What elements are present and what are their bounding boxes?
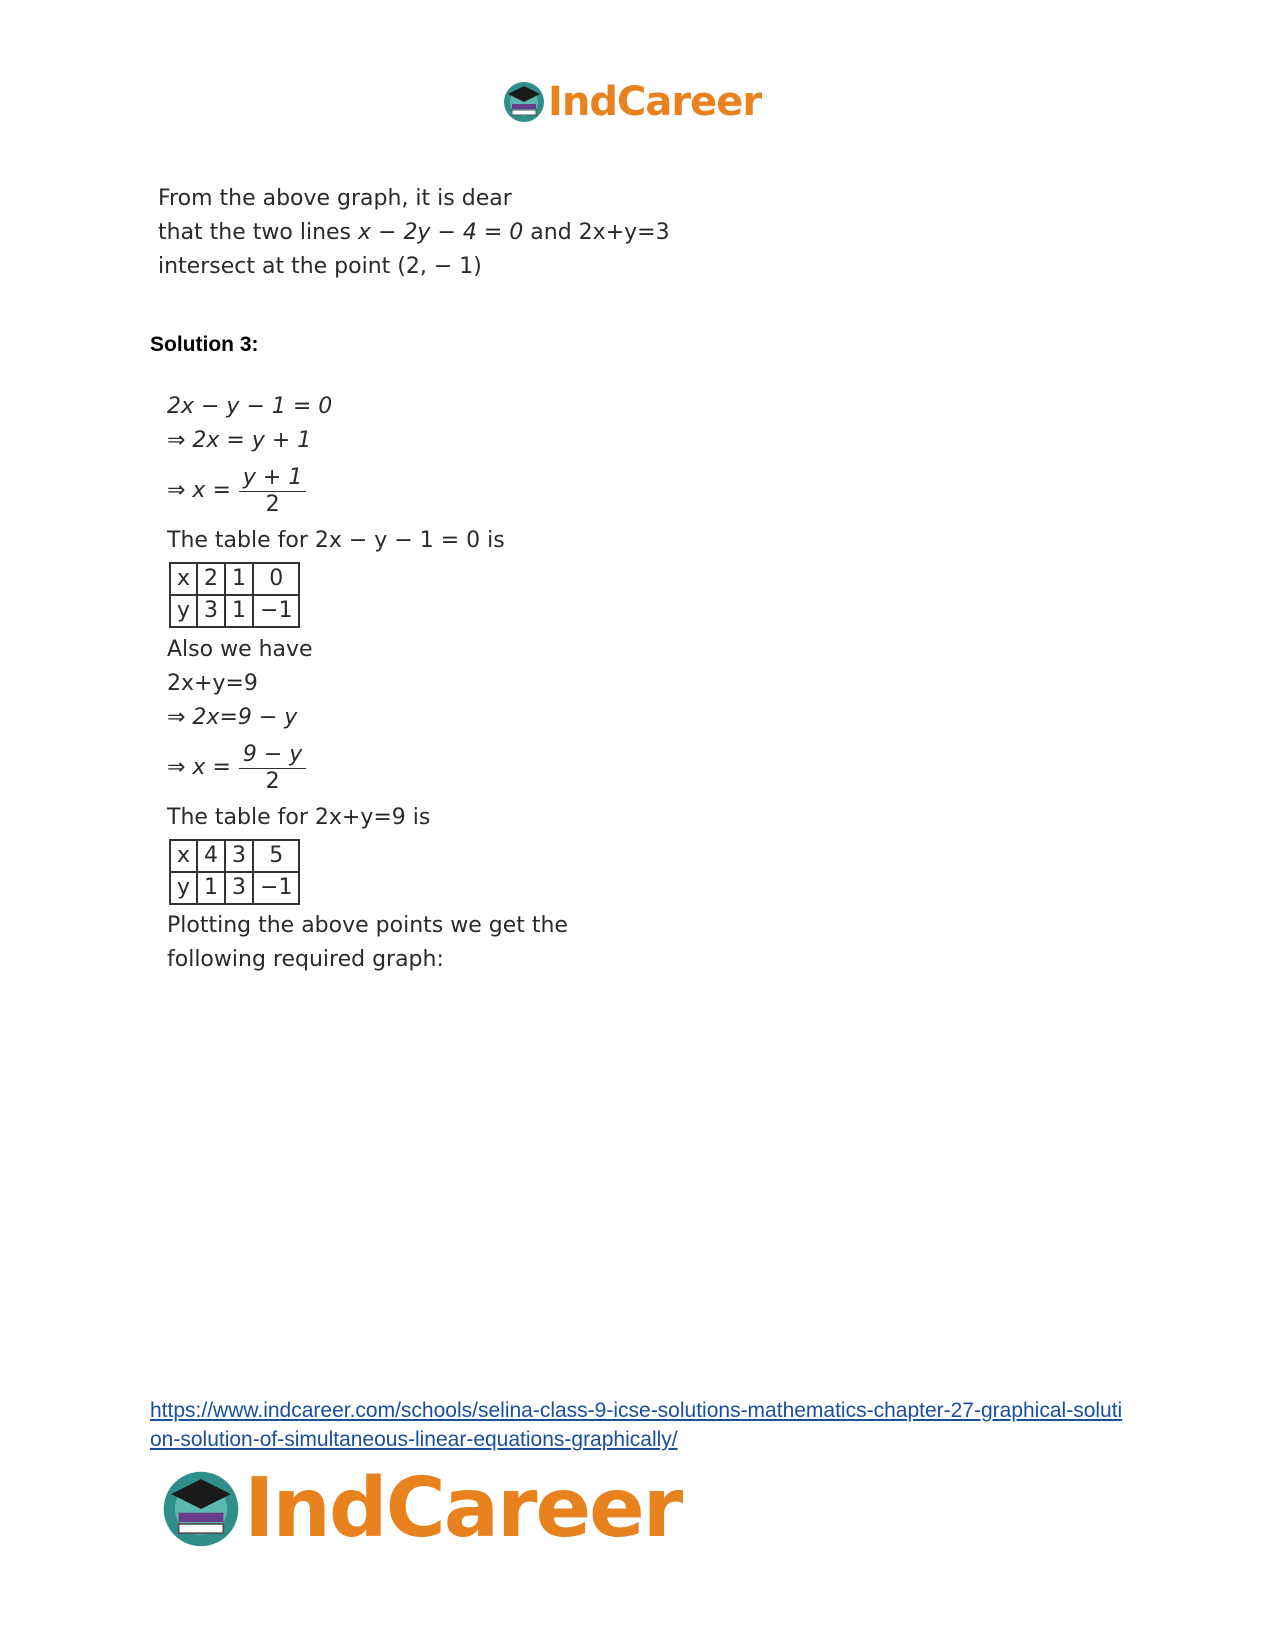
intro-line-1: From the above graph, it is dear: [158, 186, 512, 211]
table-cell: 3: [225, 872, 253, 904]
intro-line-2-equation: x − 2y − 4 = 0: [358, 220, 524, 245]
eq1-denominator: 2: [265, 491, 280, 517]
eq2-numerator: 9 − y: [239, 742, 306, 769]
eq2-fraction-lhs: ⇒ x =: [167, 755, 231, 780]
intro-line-2-prefix: that the two lines: [158, 220, 358, 245]
eq1-table-caption: The table for 2x − y − 1 = 0 is: [167, 528, 505, 553]
graduation-cap-book-icon: [502, 80, 546, 124]
eq2-values-table: [169, 839, 300, 905]
table-row: [170, 872, 299, 904]
eq2-denominator: 2: [265, 768, 280, 794]
table-cell: 2: [197, 563, 225, 595]
footer-logo: [160, 1461, 682, 1556]
table-cell: 3: [197, 595, 225, 627]
table-cell: 5: [253, 840, 299, 872]
table-cell: 0: [253, 563, 299, 595]
table-cell: −1: [253, 872, 299, 904]
table-cell: y: [170, 872, 197, 904]
eq2-fraction: [239, 742, 306, 795]
table-cell: −1: [253, 595, 299, 627]
intro-line-2: [158, 216, 670, 250]
eq1-fraction: [239, 465, 306, 518]
eq2-also-line: Also we have: [167, 637, 313, 662]
graduation-cap-book-icon: [160, 1468, 242, 1550]
intro-block: [158, 182, 670, 284]
eq1-values-table: [169, 562, 300, 628]
table-cell: 4: [197, 840, 225, 872]
intro-line-3: intersect at the point (2, − 1): [158, 254, 482, 279]
source-url-link[interactable]: https://www.indcareer.com/schools/selina-class-9-icse-solutions-mathematics-chapter-27-graphical-solution-solution-of-simultaneous-linear-equations-graphically/: [150, 1399, 1123, 1451]
table-cell: 3: [225, 840, 253, 872]
table-row: [170, 563, 299, 595]
closing-line-1: Plotting the above points we get the: [167, 913, 568, 938]
solution-heading: Solution 3:: [150, 333, 259, 356]
table-cell: x: [170, 563, 197, 595]
eq1-numerator: y + 1: [239, 465, 306, 492]
table-row: [170, 595, 299, 627]
eq1-line-1: 2x − y − 1 = 0: [167, 394, 333, 419]
table-cell: 1: [197, 872, 225, 904]
eq1-fraction-lhs: ⇒ x =: [167, 478, 231, 503]
eq2-line-2: ⇒ 2x=9 − y: [167, 705, 298, 730]
eq2-fraction-line: [167, 735, 568, 801]
table-cell: x: [170, 840, 197, 872]
logo-text: IndCareer: [244, 1461, 682, 1556]
table-cell: 1: [225, 595, 253, 627]
closing-line-2: following required graph:: [167, 947, 444, 972]
table-cell: y: [170, 595, 197, 627]
eq1-fraction-line: [167, 458, 505, 524]
table-cell: 1: [225, 563, 253, 595]
table-row: [170, 840, 299, 872]
eq2-table-caption: The table for 2x+y=9 is: [167, 805, 431, 830]
logo-text: IndCareer: [548, 79, 762, 125]
eq1-line-2: ⇒ 2x = y + 1: [167, 428, 312, 453]
eq2-line-1: 2x+y=9: [167, 671, 258, 696]
intro-line-2-suffix: and 2x+y=3: [523, 220, 670, 245]
equation-1-block: [167, 390, 505, 632]
equation-2-block: [167, 633, 568, 977]
header-logo: [502, 80, 761, 124]
